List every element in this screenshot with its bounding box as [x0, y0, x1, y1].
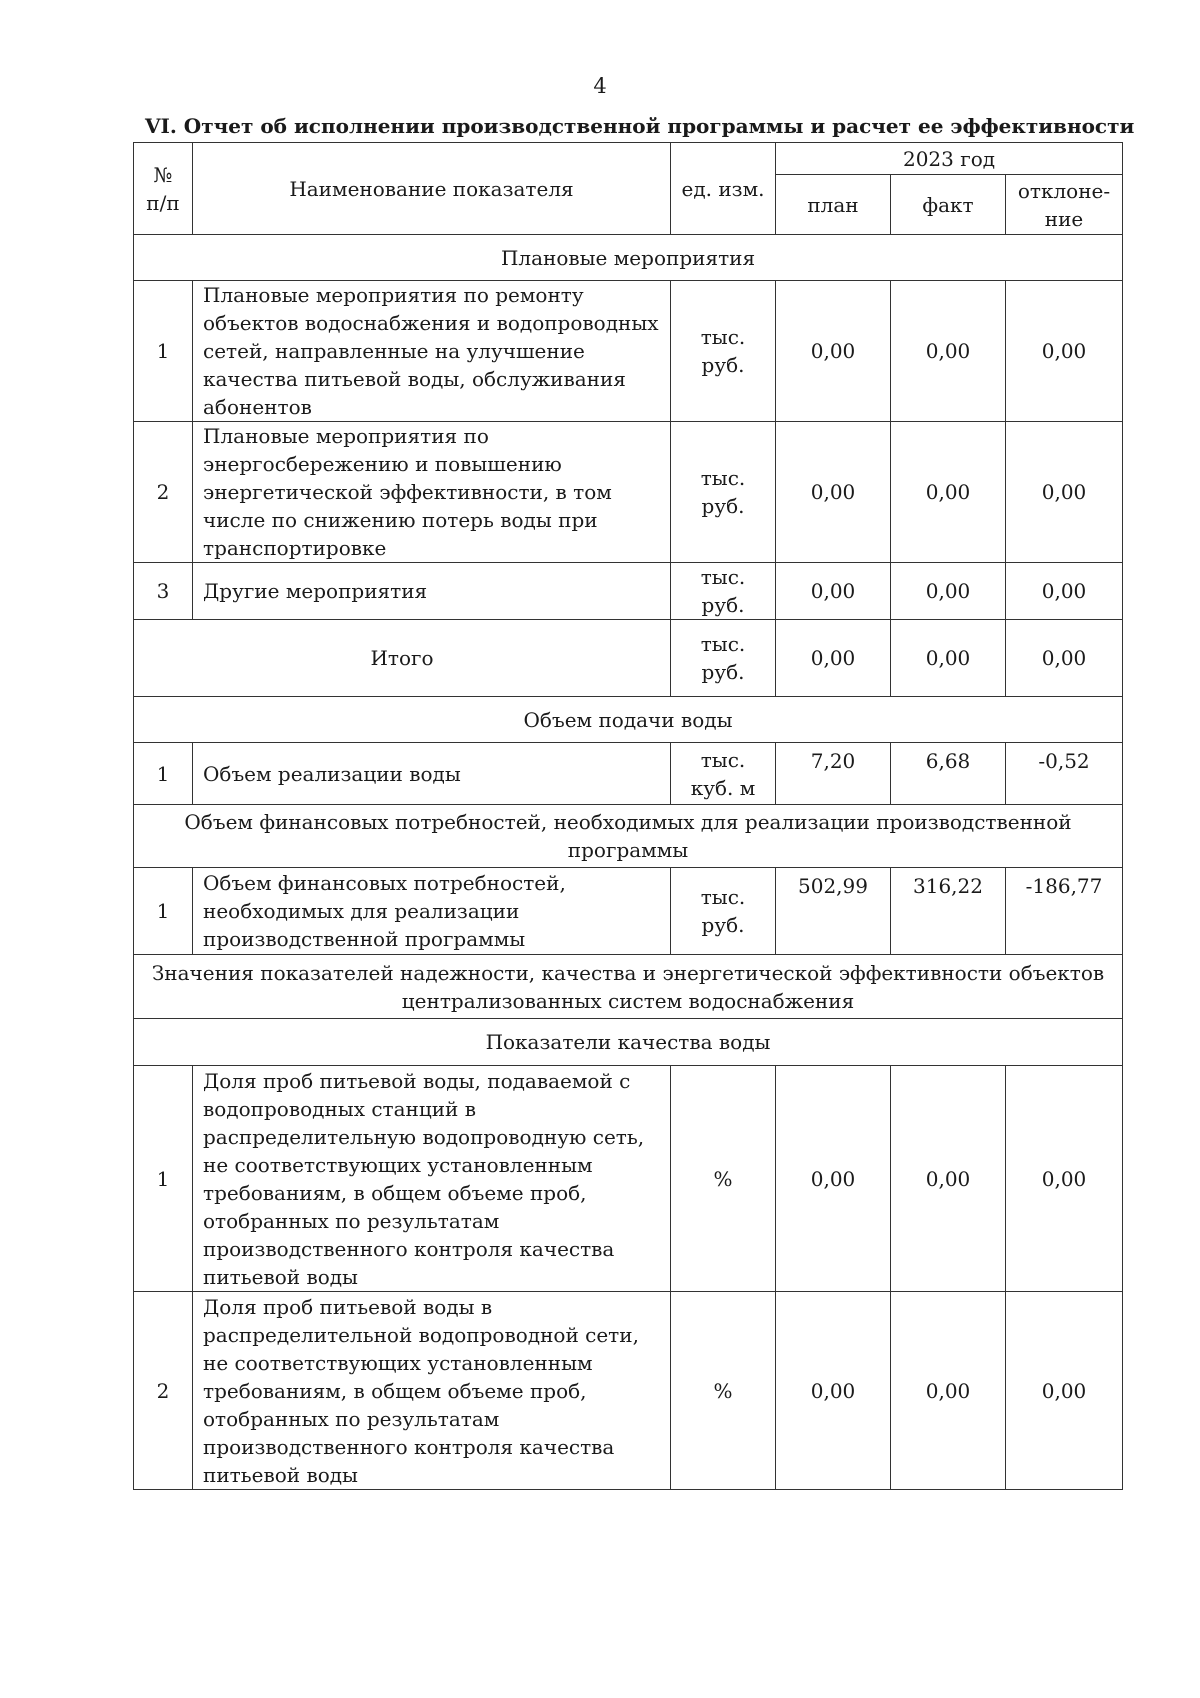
- row-fact: 0,00: [891, 281, 1006, 422]
- table-row: [134, 1066, 1123, 1292]
- row-unit: тыс. руб.: [671, 868, 776, 955]
- page-number: 4: [593, 74, 607, 98]
- row-plan: 0,00: [776, 1292, 891, 1490]
- row-num: 2: [134, 422, 193, 563]
- section-row: [134, 955, 1123, 1019]
- row-fact: 0,00: [891, 1066, 1006, 1292]
- section-reliability-title: Значения показателей надежности, качества и энергетической эффективности объектов централизованных систем водоснабжения: [134, 955, 1123, 1019]
- row-fact: 6,68: [891, 743, 1006, 805]
- row-unit: тыс. руб.: [671, 563, 776, 620]
- table-row: [134, 743, 1123, 805]
- table-row: [134, 422, 1123, 563]
- header-row: [134, 143, 1123, 175]
- row-name: Объем финансовых потребностей, необходимых для реализации производственной программы: [193, 868, 671, 955]
- row-name: Другие мероприятия: [193, 563, 671, 620]
- row-num: 2: [134, 1292, 193, 1490]
- row-unit: тыс. руб.: [671, 281, 776, 422]
- row-deviation: 0,00: [1006, 422, 1123, 563]
- row-fact: 0,00: [891, 1292, 1006, 1490]
- header-year: 2023 год: [776, 143, 1123, 175]
- section-row: [134, 805, 1123, 868]
- row-unit: %: [671, 1066, 776, 1292]
- row-deviation: -0,52: [1006, 743, 1123, 805]
- row-num: 1: [134, 1066, 193, 1292]
- row-num: 1: [134, 281, 193, 422]
- row-name: Плановые мероприятия по энергосбережению и повышению энергетической эффективности, в том числе по снижению потерь воды при транспортировке: [193, 422, 671, 563]
- row-plan: 502,99: [776, 868, 891, 955]
- row-plan: 0,00: [776, 1066, 891, 1292]
- table-row: [134, 563, 1123, 620]
- section-title: VI. Отчет об исполнении производственной программы и расчет ее эффективности: [145, 114, 1135, 138]
- row-fact: 0,00: [891, 563, 1006, 620]
- row-fact: 0,00: [891, 422, 1006, 563]
- header-name: Наименование показателя: [193, 143, 671, 235]
- total-deviation: 0,00: [1006, 620, 1123, 697]
- row-name: Объем реализации воды: [193, 743, 671, 805]
- section-supply-title: Объем подачи воды: [134, 697, 1123, 743]
- row-deviation: 0,00: [1006, 1292, 1123, 1490]
- row-num: 3: [134, 563, 193, 620]
- header-fact: факт: [891, 175, 1006, 235]
- row-deviation: 0,00: [1006, 281, 1123, 422]
- row-name: Доля проб питьевой воды, подаваемой с водопроводных станций в распределительную водопроводную сеть, не соответствующих установленным требованиям, в общем объеме проб, отобранных по результатам производственного контроля качества питьевой воды: [193, 1066, 671, 1292]
- row-deviation: 0,00: [1006, 563, 1123, 620]
- header-plan: план: [776, 175, 891, 235]
- section-row: [134, 697, 1123, 743]
- section-row: [134, 1019, 1123, 1066]
- total-unit: тыс. руб.: [671, 620, 776, 697]
- row-unit: %: [671, 1292, 776, 1490]
- row-num: 1: [134, 743, 193, 805]
- header-num: № п/п: [134, 143, 193, 235]
- table-row: [134, 281, 1123, 422]
- section-planned-title: Плановые мероприятия: [134, 235, 1123, 281]
- row-name: Плановые мероприятия по ремонту объектов водоснабжения и водопроводных сетей, направленные на улучшение качества питьевой воды, обслуживания абонентов: [193, 281, 671, 422]
- total-fact: 0,00: [891, 620, 1006, 697]
- row-fact: 316,22: [891, 868, 1006, 955]
- row-num: 1: [134, 868, 193, 955]
- header-unit: ед. изм.: [671, 143, 776, 235]
- row-unit: тыс. руб.: [671, 422, 776, 563]
- report-table: [133, 142, 1123, 1490]
- section-finance-title: Объем финансовых потребностей, необходимых для реализации производственной программы: [134, 805, 1123, 868]
- row-unit: тыс. куб. м: [671, 743, 776, 805]
- row-deviation: 0,00: [1006, 1066, 1123, 1292]
- row-plan: 0,00: [776, 563, 891, 620]
- total-label: Итого: [134, 620, 671, 697]
- total-plan: 0,00: [776, 620, 891, 697]
- section-quality-title: Показатели качества воды: [134, 1019, 1123, 1066]
- section-row: [134, 235, 1123, 281]
- header-deviation: отклоне-ние: [1006, 175, 1123, 235]
- row-name: Доля проб питьевой воды в распределительной водопроводной сети, не соответствующих установленным требованиям, в общем объеме проб, отобранных по результатам производственного контроля качества питьевой воды: [193, 1292, 671, 1490]
- row-plan: 0,00: [776, 422, 891, 563]
- row-plan: 0,00: [776, 281, 891, 422]
- table-row: [134, 1292, 1123, 1490]
- row-deviation: -186,77: [1006, 868, 1123, 955]
- table-row: [134, 868, 1123, 955]
- total-row: [134, 620, 1123, 697]
- row-plan: 7,20: [776, 743, 891, 805]
